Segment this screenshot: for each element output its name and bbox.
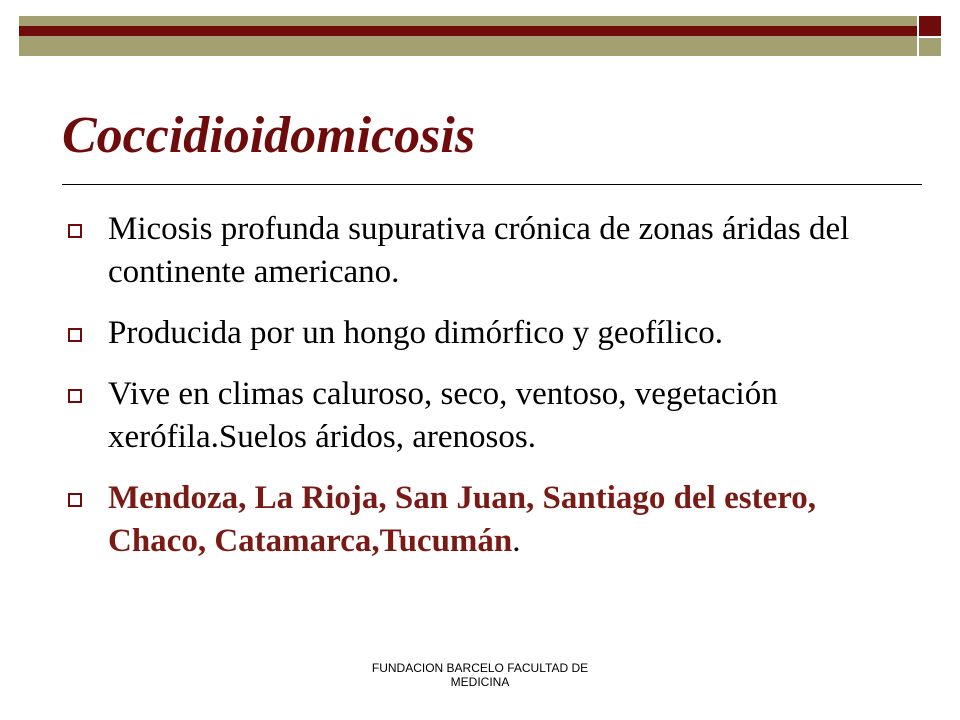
slide-footer: FUNDACION BARCELO FACULTAD DE MEDICINA [371,661,589,689]
title-underline [62,184,922,185]
bullet-list [64,208,904,581]
maroon-stripe [19,26,917,36]
corner-block-maroon [919,16,941,36]
square-bullet-icon [68,389,82,403]
bullet-item [64,312,904,355]
bullet-item [64,208,904,294]
square-bullet-icon [68,493,82,507]
bullet-period: . [512,523,521,559]
slide-title: Coccidioidomicosis [62,107,476,164]
bullet-item [64,373,904,459]
corner-block-olive [919,38,941,56]
bullet-text: Micosis profunda supurativa crónica de zonas áridas del continente americano. [108,211,850,290]
olive-stripe-top [19,16,917,26]
olive-stripe-bottom [19,36,917,56]
bullet-text: Producida por un hongo dimórfico y geofílico. [108,315,723,351]
square-bullet-icon [68,224,82,238]
top-decorative-bar [0,16,941,58]
bullet-text-highlighted: Mendoza, La Rioja, San Juan, Santiago del estero, Chaco, Catamarca,Tucumán [108,480,817,559]
bullet-item-provinces [64,477,904,563]
square-bullet-icon [68,328,82,342]
bullet-text: Vive en climas caluroso, seco, ventoso, vegetación xerófila.Suelos áridos, arenosos. [108,376,778,455]
